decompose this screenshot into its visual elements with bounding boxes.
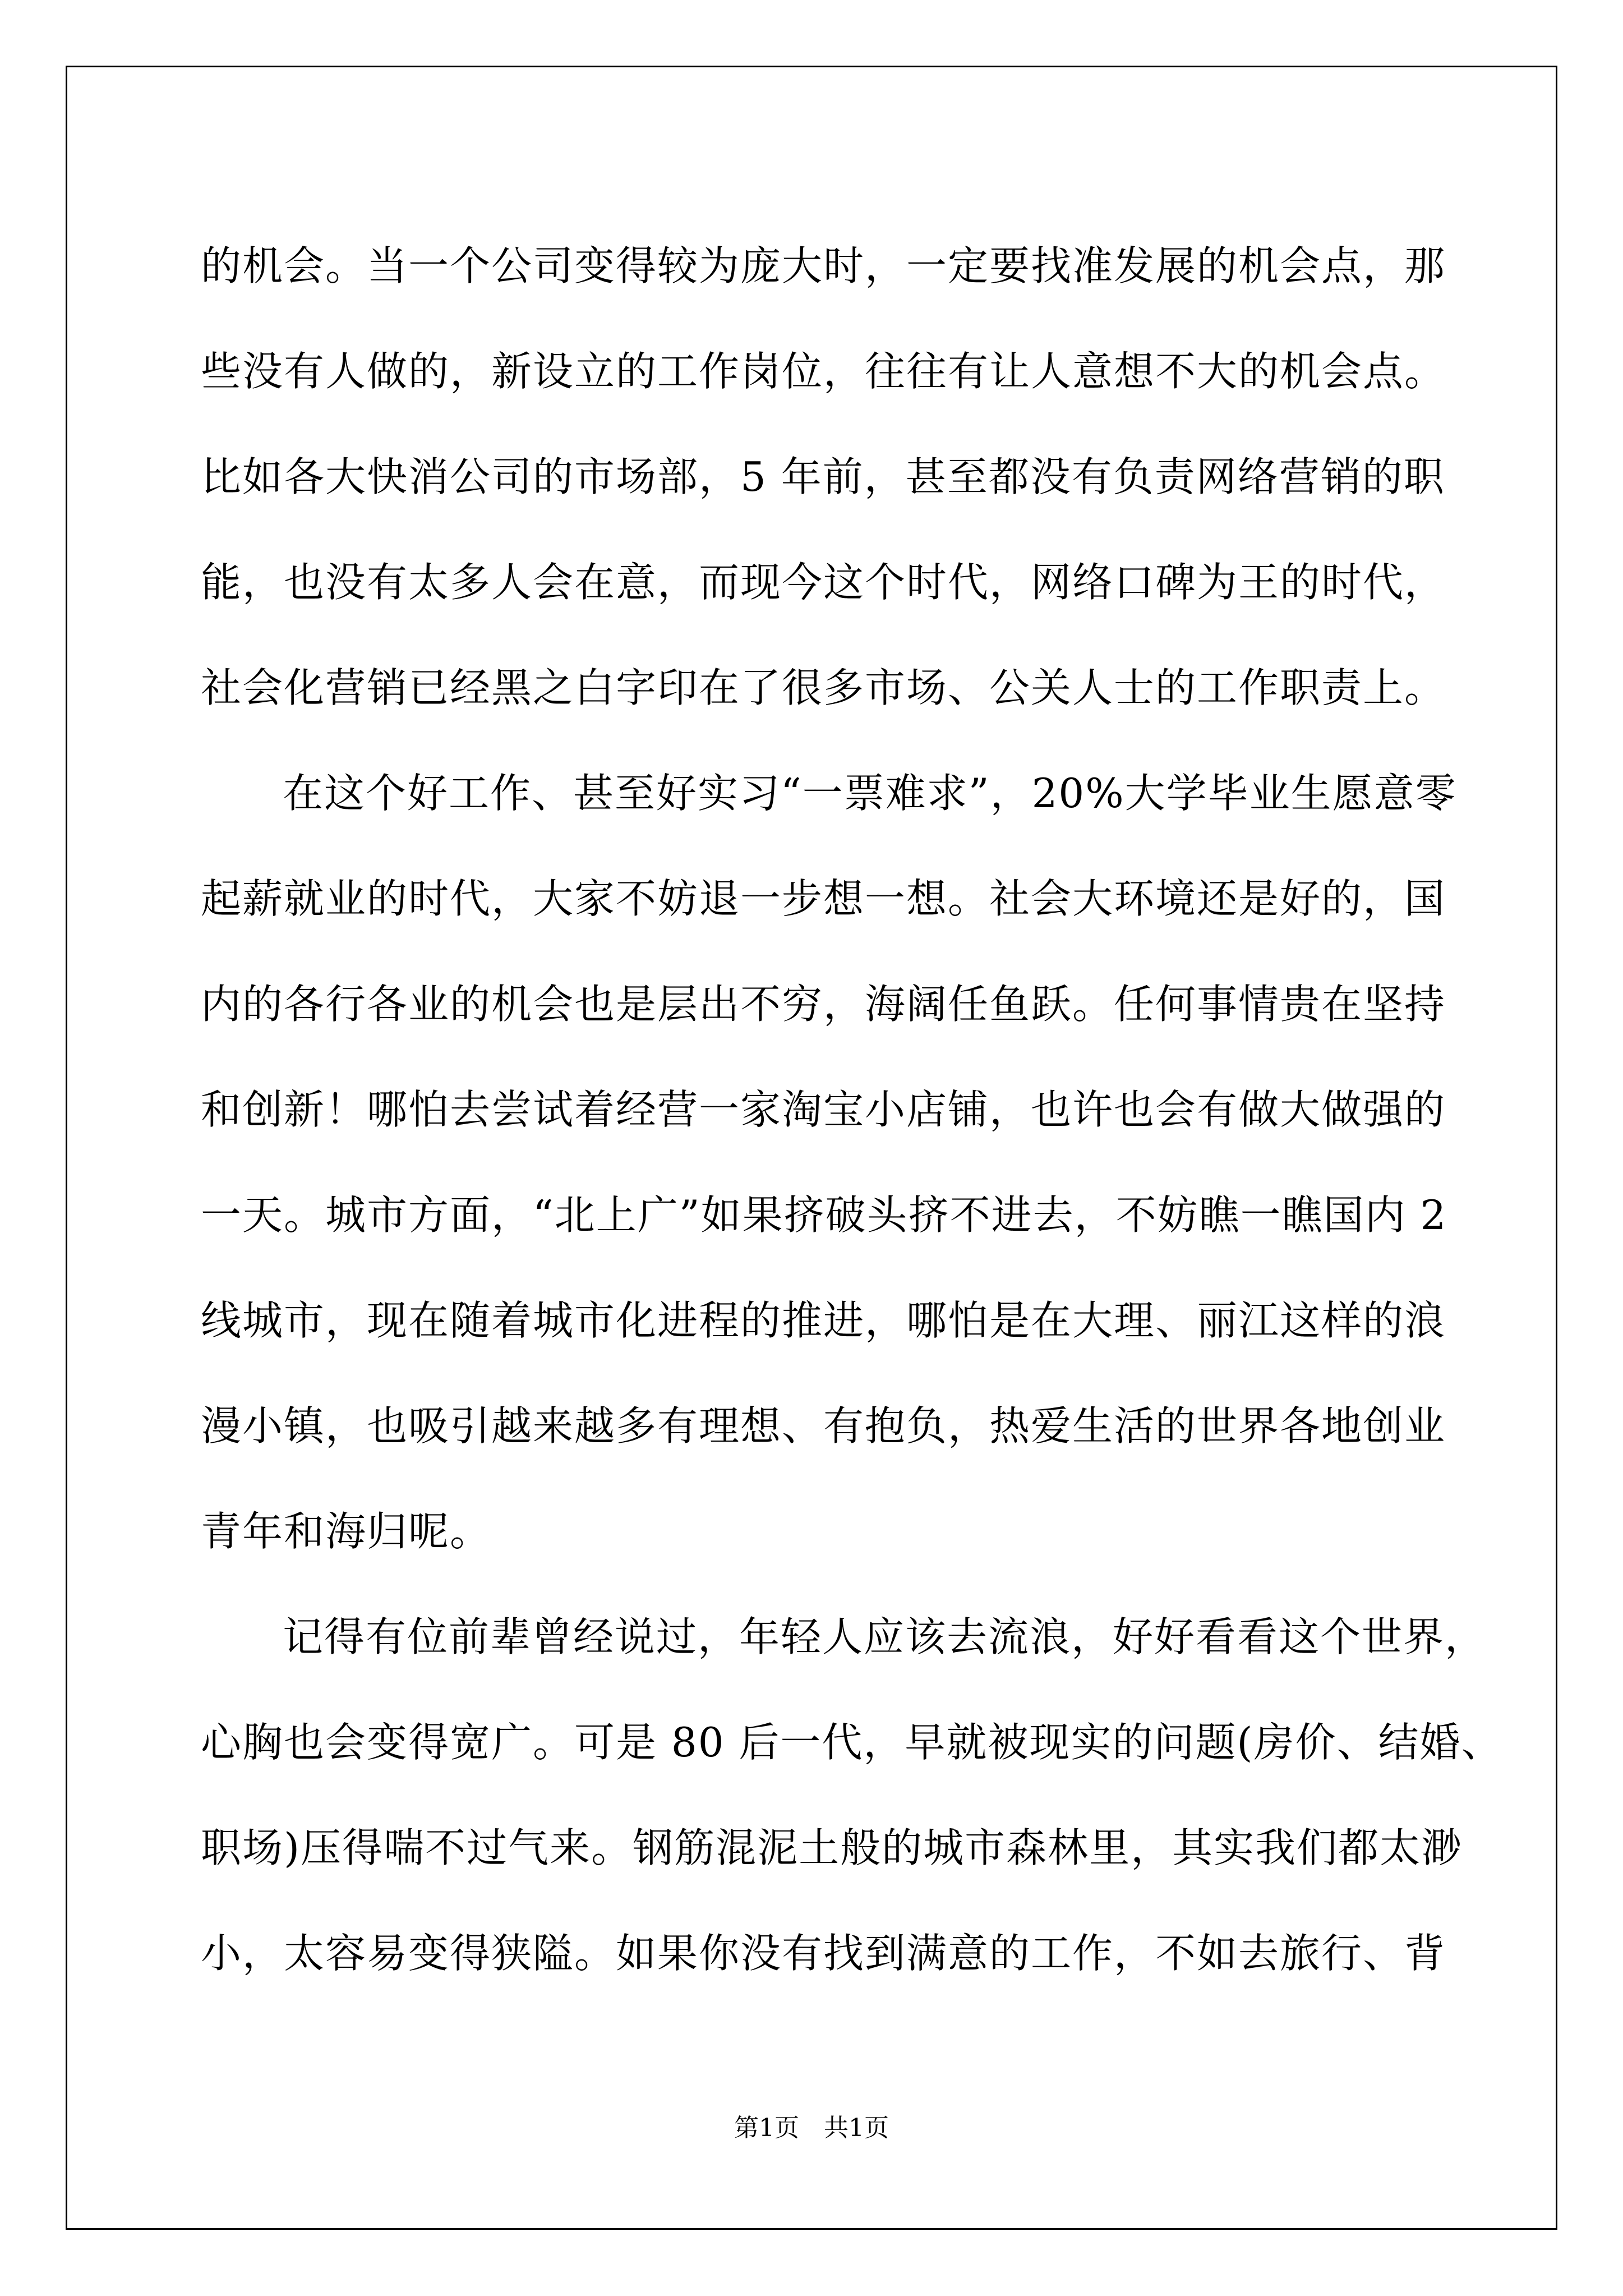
text-line: 在这个好工作、甚至好实习“一票难求”，20%大学毕业生愿意零 [283,770,1457,817]
text-line: 漫小镇，也吸引越来越多有理想、有抱负，热爱生活的世界各地创业 [201,1402,1446,1450]
text-line: 社会化营销已经黑之白字印在了很多市场、公关人士的工作职责上。 [201,664,1446,711]
text-line: 内的各行各业的机会也是层出不穷，海阔任鱼跃。任何事情贵在坚持 [201,981,1446,1028]
text-line: 比如各大快消公司的市场部，5 年前，甚至都没有负责网络营销的职 [201,453,1445,500]
text-line: 和创新！哪怕去尝试着经营一家淘宝小店铺，也许也会有做大做强的 [201,1086,1446,1133]
text-line: 一天。城市方面，“北上广”如果挤破头挤不进去，不妨瞧一瞧国内 2 [201,1191,1447,1239]
text-line: 记得有位前辈曾经说过，年轻人应该去流浪，好好看看这个世界， [283,1613,1487,1660]
text-line: 职场)压得喘不过气来。钢筋混泥土般的城市森林里，其实我们都太渺 [201,1824,1463,1871]
text-line: 些没有人做的，新设立的工作岗位，往往有让人意想不大的机会点。 [201,348,1446,395]
text-line: 起薪就业的时代，大家不妨退一步想一想。社会大环境还是好的，国 [201,875,1446,922]
text-line: 心胸也会变得宽广。可是 80 后一代，早就被现实的问题(房价、结婚、 [201,1719,1503,1766]
text-line: 青年和海归呢。 [201,1508,492,1555]
document-body [201,213,1503,2006]
text-line: 线城市，现在随着城市化进程的推进，哪怕是在大理、丽江这样的浪 [201,1297,1446,1344]
page-number-footer: 第1页 共1页 [734,2114,889,2142]
text-line: 的机会。当一个公司变得较为庞大时，一定要找准发展的机会点，那 [201,242,1446,289]
text-line: 能，也没有太多人会在意，而现今这个时代，网络口碑为王的时代， [201,559,1446,606]
text-line: 小，太容易变得狭隘。如果你没有找到满意的工作，不如去旅行、背 [201,1930,1446,1977]
